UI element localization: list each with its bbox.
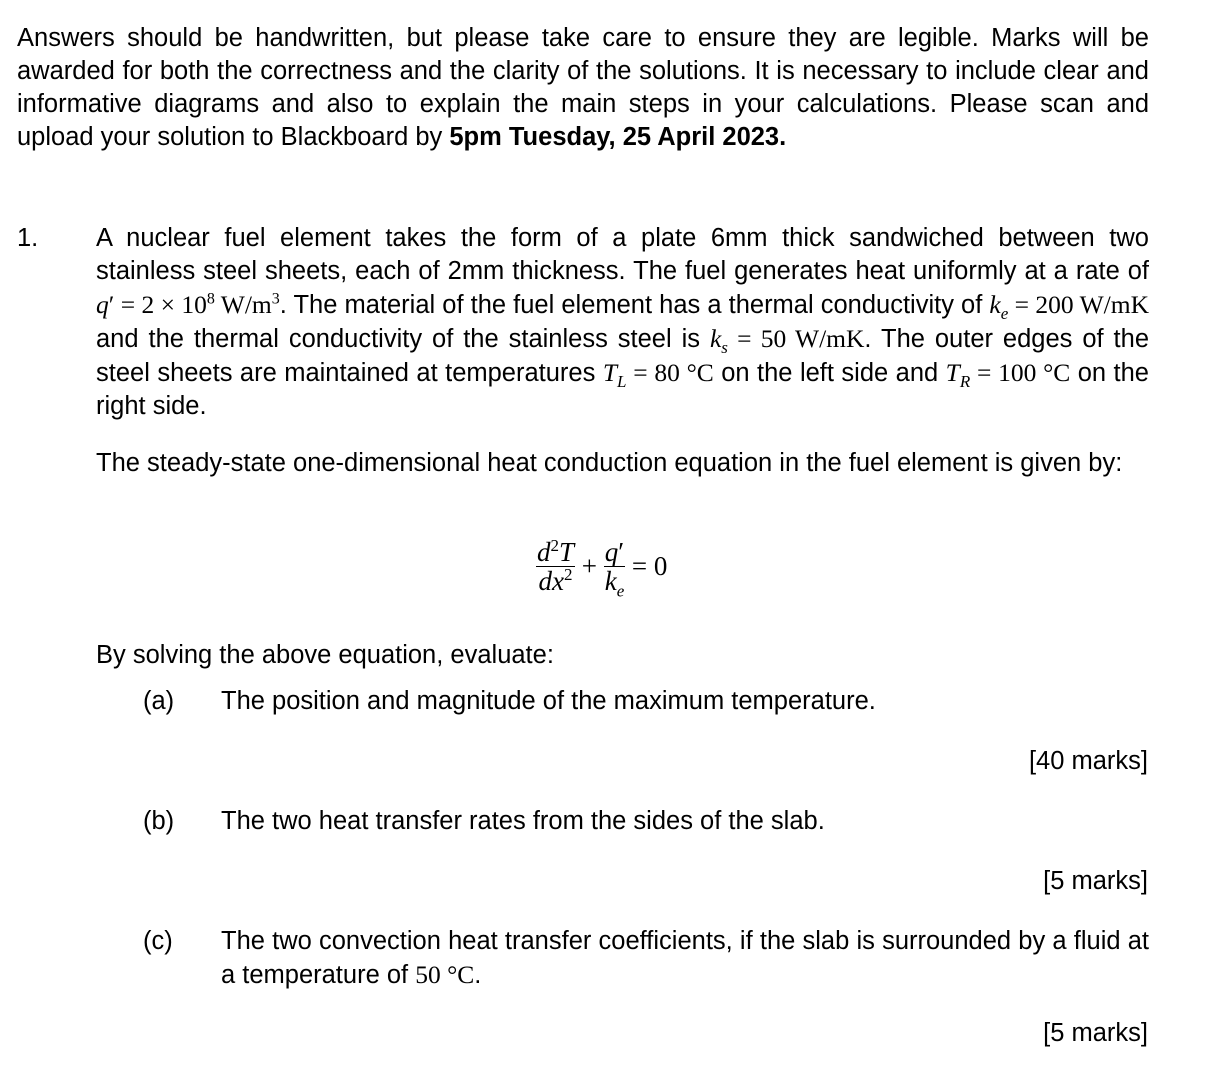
question-text-5: on the left side and [713, 359, 946, 387]
question-text-2: . The material of the fuel element has a thermal conductivity of [279, 291, 990, 319]
heat-equation: $\frac{d^2T}{dx^2}$ + $\frac{q'}{k_e}$ = 0 [537, 536, 668, 601]
part-c-text: The two convection heat transfer coefficients, if the slab is surrounded by a fluid at a temperature of [221, 927, 1149, 989]
part-c-paragraph [221, 925, 1149, 992]
question-text-3: and the thermal conductivity of the stainless steel is [96, 325, 710, 353]
part-a-marks: [40 marks] [1028, 747, 1148, 775]
equation-intro: The steady-state one-dimensional heat conduction equation in the fuel element is given by: [96, 449, 1123, 477]
steel-conductivity: $k_s = 50$ W/mK [709, 324, 865, 358]
deadline: 5pm Tuesday, 25 April 2023. [449, 123, 787, 151]
part-c-text-end: . [474, 961, 482, 989]
fluid-temperature: 50 °C [415, 960, 475, 989]
second-derivative-fraction: $\frac{d^2T}{dx^2}$ [537, 536, 575, 596]
part-a-text: The position and magnitude of the maximum temperature. [221, 687, 876, 715]
instructions-text: Answers should be handwritten, but please take care to ensure they are legible. Marks will be awarded for both the correctness and the clarity of the solutions. It is necessary to include clear and informative diagrams and also to explain the main steps in your calculations. Please scan and upload your solution to Blackboard by [17, 24, 1149, 151]
part-c-label: (c) [143, 927, 173, 955]
fuel-conductivity: $k_e = 200$ W/mK [989, 290, 1149, 324]
solve-intro: By solving the above equation, evaluate: [96, 641, 554, 669]
question-paragraph [96, 222, 1149, 423]
source-term-fraction: $\frac{q'}{k_e}$ [604, 537, 625, 601]
heat-generation-rate: $q' = 2 \times 10^8$ $W/m^3$ [96, 290, 280, 319]
question-text-1: A nuclear fuel element takes the form of a plate 6mm thick sandwiched between two stainless steel sheets, each of 2mm thickness. The fuel generates heat uniformly at a rate of [96, 224, 1149, 285]
instructions-paragraph [17, 22, 1149, 154]
part-b-text: The two heat transfer rates from the sides of the slab. [221, 807, 825, 835]
part-c-marks: [5 marks] [1043, 1019, 1148, 1047]
part-b-marks: [5 marks] [1043, 867, 1148, 895]
part-b-label: (b) [143, 807, 175, 835]
question-text-6: on the right side. [96, 359, 1149, 420]
question-text-4: . The outer edges of the steel sheets are maintained at temperatures [96, 325, 1150, 387]
right-temperature: $T_R = 100$ °C [945, 358, 1071, 392]
part-a-label: (a) [143, 687, 175, 715]
question-number: 1. [17, 224, 39, 252]
left-temperature: $T_L = 80$ °C [602, 358, 714, 392]
